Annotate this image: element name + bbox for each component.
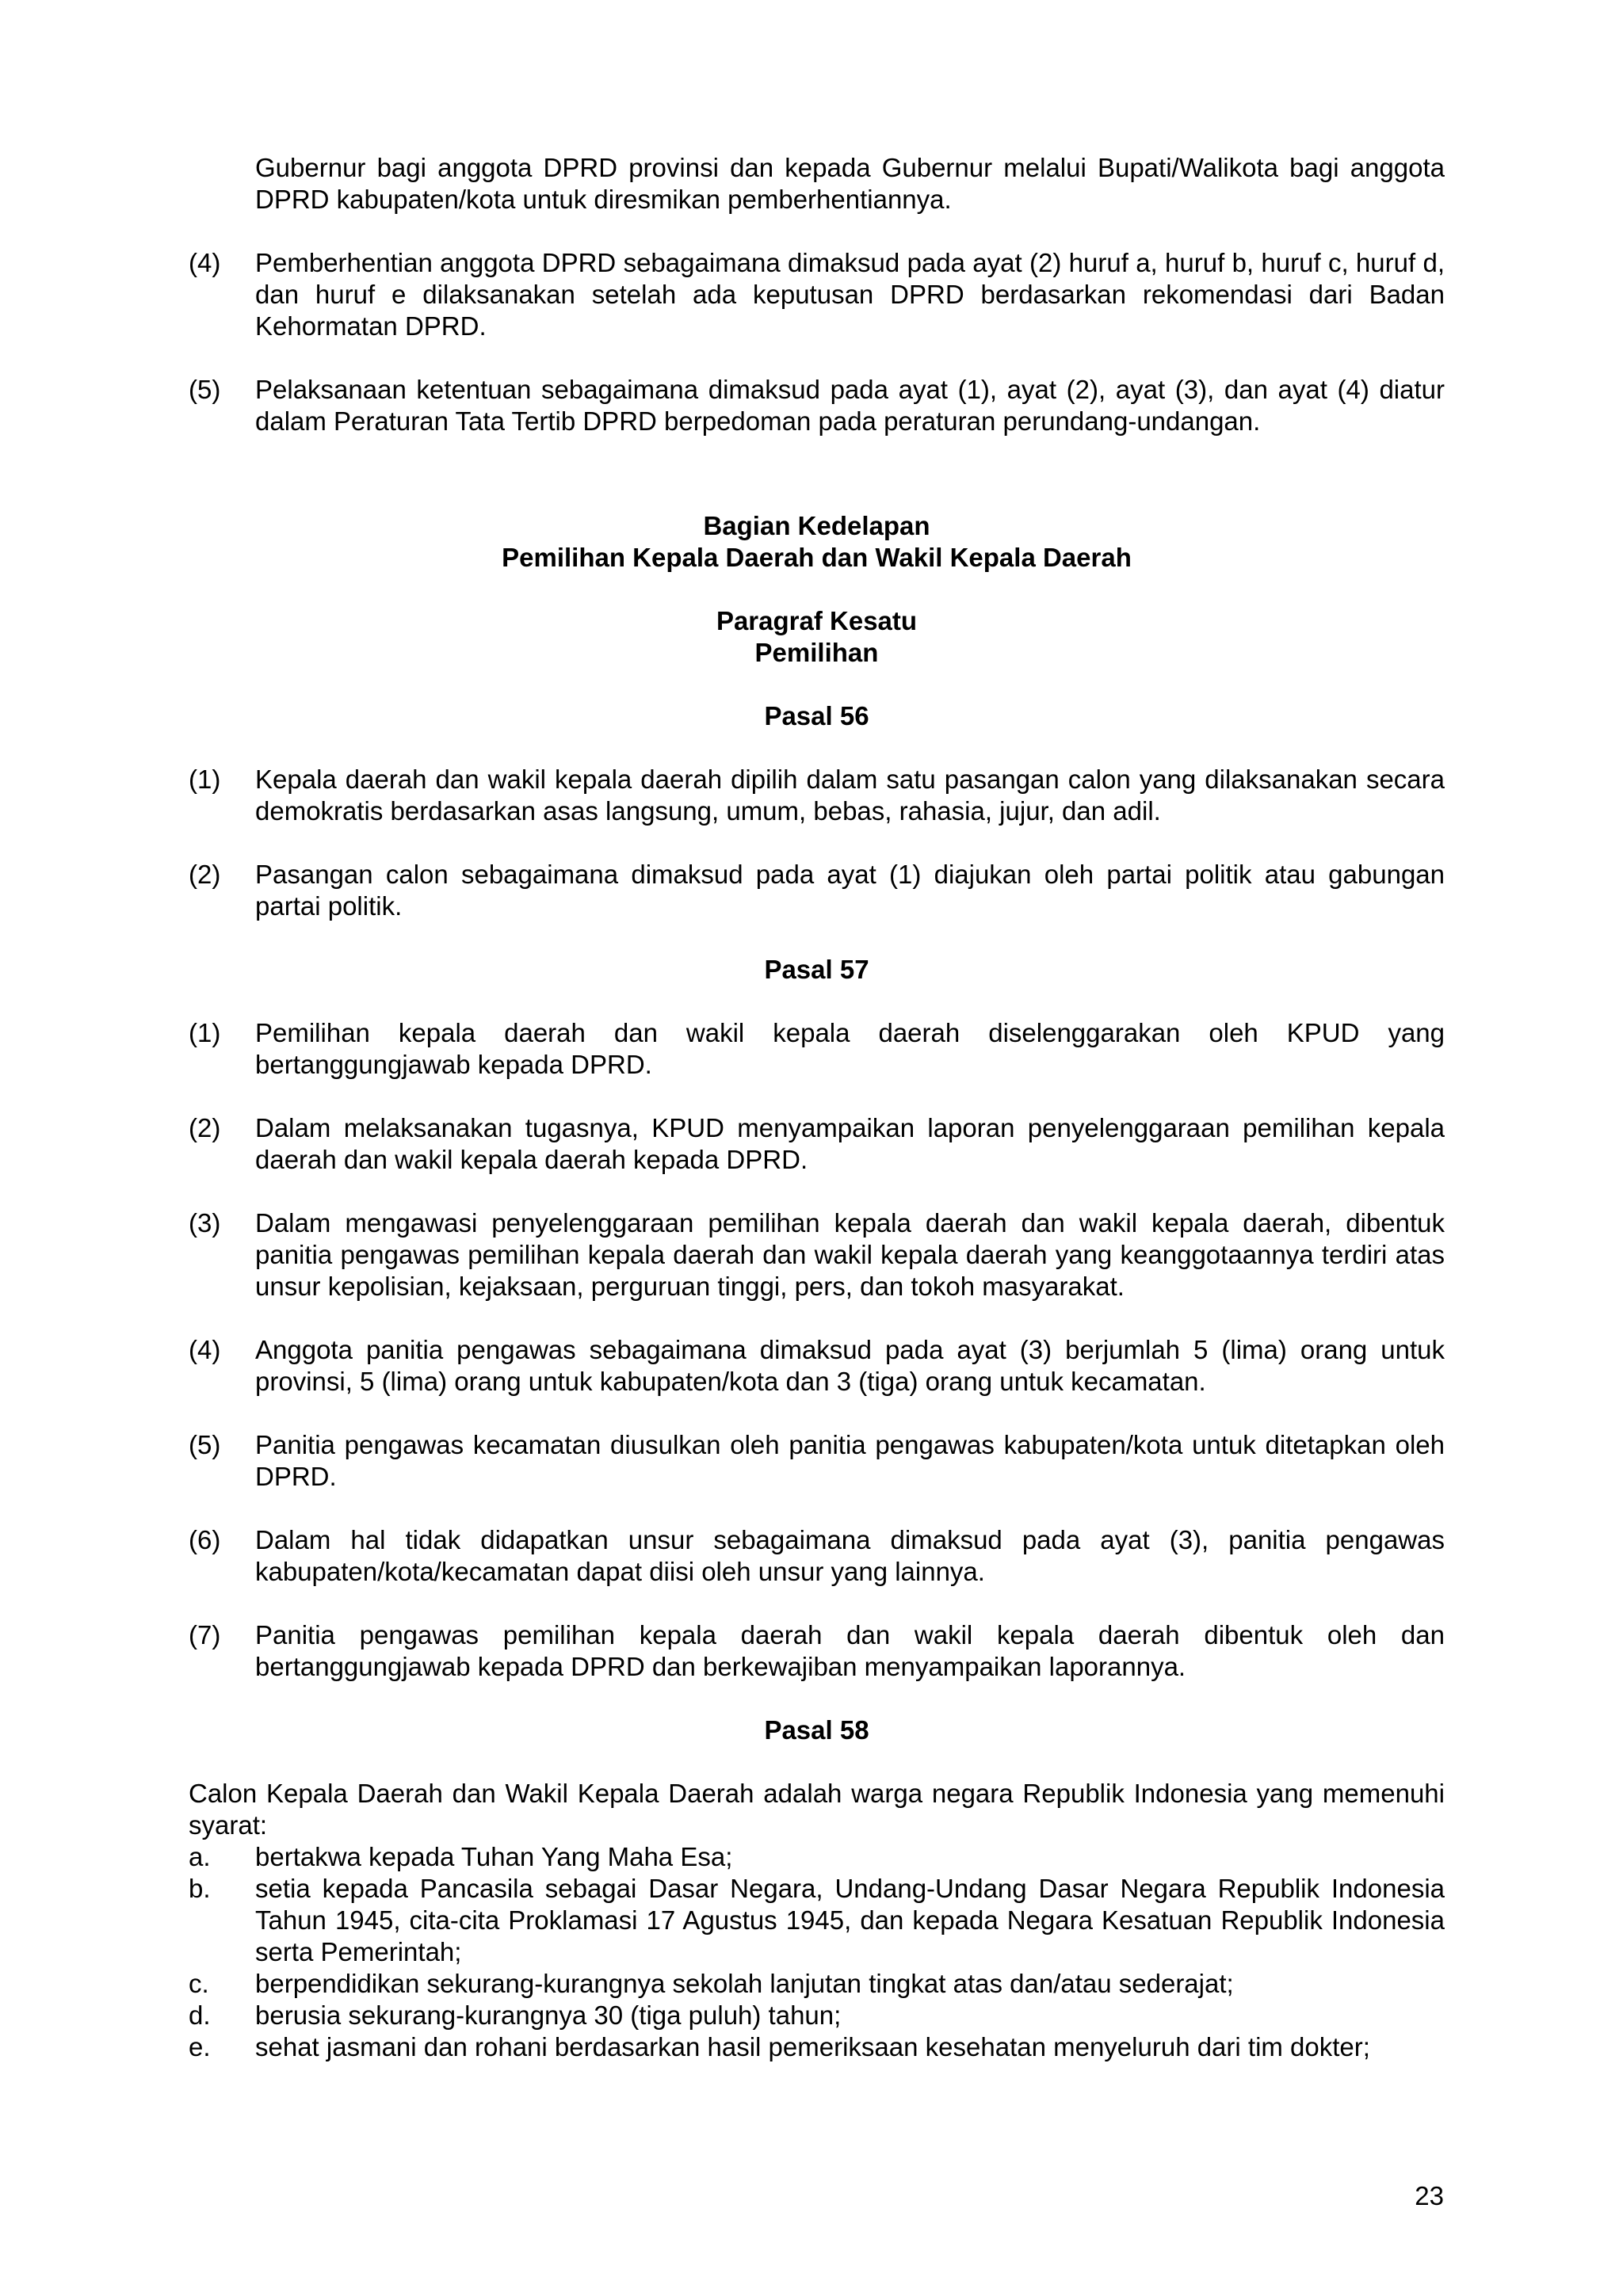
item-text: Kepala daerah dan wakil kepala daerah dipilih dalam satu pasangan calon yang dilaksanakan secara demokratis berdasarkan asas langsung, umum, bebas, rahasia, jujur, dan adil. (255, 765, 1445, 826)
intro-continuation: Gubernur bagi anggota DPRD provinsi dan kepada Gubernur melalui Bupati/Walikota bagi anggota DPRD kabupaten/kota untuk diresmikan pemberhentiannya. (255, 153, 1445, 214)
pasal-58-intro: Calon Kepala Daerah dan Wakil Kepala Daerah adalah warga negara Republik Indonesia yang memenuhi syarat: (189, 1779, 1445, 1840)
bagian-title: Bagian Kedelapan (703, 511, 930, 540)
item-text: Dalam mengawasi penyelenggaraan pemilihan kepala daerah dan wakil kepala daerah, dibentuk panitia pengawas pemilihan kepala daerah dan wakil kepala daerah yang keanggotaannya terdiri atas unsur kepolisian, kejaksaan, perguruan tinggi, pers, dan tokoh masyarakat. (255, 1208, 1445, 1301)
list-item (189, 247, 1445, 342)
list-item (189, 374, 1445, 437)
list-item (189, 859, 1445, 922)
item-letter: e. (189, 2032, 211, 2061)
list-item (189, 1112, 1445, 1176)
pasal-56-title: Pasal 56 (764, 701, 869, 730)
item-text: Dalam melaksanakan tugasnya, KPUD menyampaikan laporan penyelenggaraan pemilihan kepala daerah dan wakil kepala daerah kepada DPRD. (255, 1113, 1445, 1174)
list-item (189, 1207, 1445, 1302)
list-item (189, 2000, 1445, 2031)
item-text: sehat jasmani dan rohani berdasarkan hasil pemeriksaan kesehatan menyeluruh dari tim dokter; (255, 2032, 1370, 2061)
item-text: Dalam hal tidak didapatkan unsur sebagaimana dimaksud pada ayat (3), panitia pengawas kabupaten/kota/kecamatan dapat diisi oleh unsur yang lainnya. (255, 1525, 1445, 1586)
item-text: Anggota panitia pengawas sebagaimana dimaksud pada ayat (3) berjumlah 5 (lima) orang untuk provinsi, 5 (lima) orang untuk kabupaten/kota dan 3 (tiga) orang untuk kecamatan. (255, 1335, 1445, 1396)
item-number: (2) (189, 1113, 221, 1142)
item-text: Panitia pengawas kecamatan diusulkan oleh panitia pengawas kabupaten/kota untuk ditetapkan oleh DPRD. (255, 1430, 1445, 1491)
item-letter: b. (189, 1874, 211, 1903)
item-text: Panitia pengawas pemilihan kepala daerah dan wakil kepala daerah dibentuk oleh dan bertanggungjawab kepada DPRD dan berkewajiban menyampaikan laporannya. (255, 1620, 1445, 1681)
list-item (189, 1619, 1445, 1683)
pasal-58-title: Pasal 58 (764, 1715, 869, 1745)
bagian-subtitle: Pemilihan Kepala Daerah dan Wakil Kepala Daerah (502, 543, 1132, 572)
list-item (189, 1841, 1445, 1873)
paragraf-title: Paragraf Kesatu (716, 606, 918, 635)
paragraf-subtitle: Pemilihan (754, 638, 879, 667)
page-number: 23 (1415, 2181, 1444, 2210)
item-number: (1) (189, 765, 221, 794)
item-text: Pemberhentian anggota DPRD sebagaimana dimaksud pada ayat (2) huruf a, huruf b, huruf c, huruf d, dan huruf e dilaksanakan setelah ada keputusan DPRD berdasarkan rekomendasi dari Badan Kehormatan DPRD. (255, 248, 1445, 341)
list-item (189, 1524, 1445, 1588)
item-number: (2) (189, 860, 221, 889)
item-text: Pemilihan kepala daerah dan wakil kepala daerah diselenggarakan oleh KPUD yang bertanggungjawab kepada DPRD. (255, 1018, 1445, 1079)
item-letter: d. (189, 2000, 211, 2030)
item-text: setia kepada Pancasila sebagai Dasar Negara, Undang-Undang Dasar Negara Republik Indonesia Tahun 1945, cita-cita Proklamasi 17 Agustus 1945, dan kepada Negara Kesatuan Republik Indonesia serta Pemerintah; (255, 1874, 1445, 1966)
list-item (189, 1429, 1445, 1493)
item-letter: a. (189, 1842, 211, 1871)
item-number: (6) (189, 1525, 221, 1554)
document-body (189, 152, 1445, 2063)
item-number: (5) (189, 375, 221, 404)
list-item (189, 1873, 1445, 1968)
item-number: (4) (189, 1335, 221, 1364)
list-item (189, 1017, 1445, 1081)
list-item (189, 1334, 1445, 1398)
list-item (189, 764, 1445, 827)
item-text: berusia sekurang-kurangnya 30 (tiga puluh) tahun; (255, 2000, 842, 2030)
item-letter: c. (189, 1969, 209, 1998)
list-item (189, 1968, 1445, 2000)
item-number: (7) (189, 1620, 221, 1650)
item-text: berpendidikan sekurang-kurangnya sekolah lanjutan tingkat atas dan/atau sederajat; (255, 1969, 1234, 1998)
item-text: Pelaksanaan ketentuan sebagaimana dimaksud pada ayat (1), ayat (2), ayat (3), dan ayat (4) diatur dalam Peraturan Tata Tertib DPRD berpedoman pada peraturan perundang-undangan. (255, 375, 1445, 436)
list-item (189, 2031, 1445, 2063)
pasal-57-title: Pasal 57 (764, 955, 869, 984)
item-number: (1) (189, 1018, 221, 1047)
item-number: (4) (189, 248, 221, 277)
item-number: (3) (189, 1208, 221, 1238)
item-text: bertakwa kepada Tuhan Yang Maha Esa; (255, 1842, 733, 1871)
item-text: Pasangan calon sebagaimana dimaksud pada ayat (1) diajukan oleh partai politik atau gabungan partai politik. (255, 860, 1445, 921)
item-number: (5) (189, 1430, 221, 1459)
